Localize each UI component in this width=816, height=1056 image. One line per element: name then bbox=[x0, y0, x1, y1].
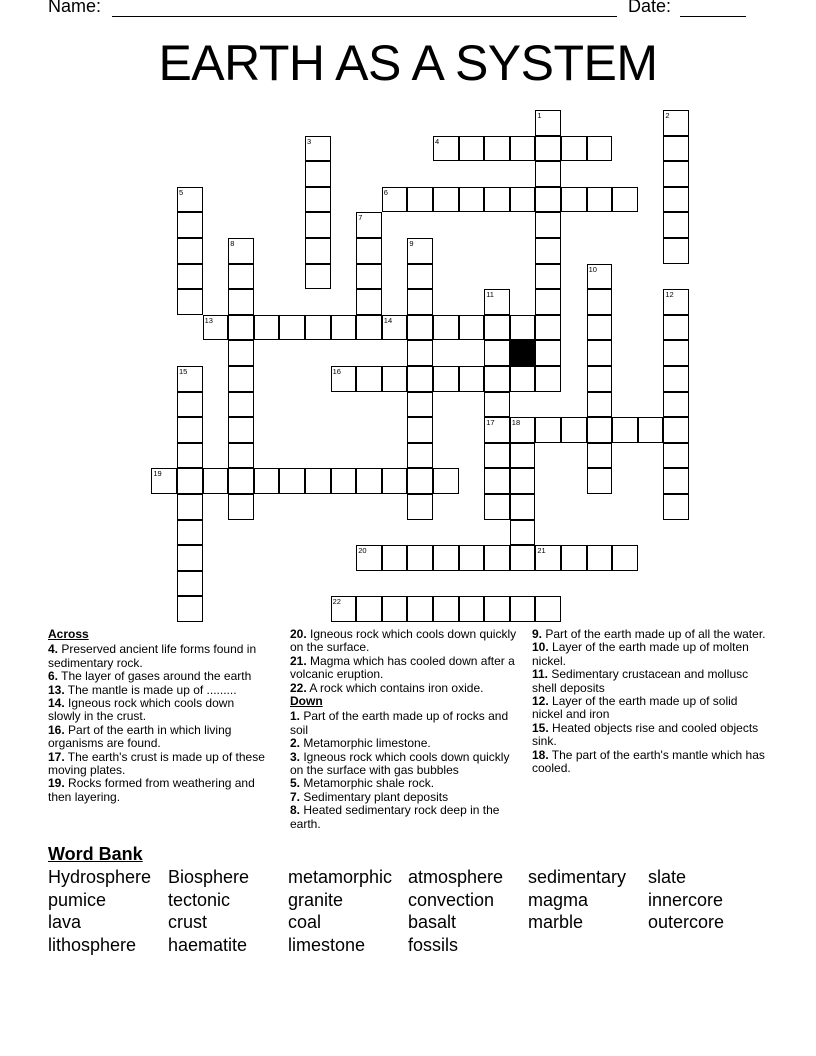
grid-cell[interactable] bbox=[510, 136, 536, 162]
clue-number: 17 bbox=[486, 418, 495, 428]
grid-cell[interactable] bbox=[177, 289, 203, 315]
grid-cell[interactable] bbox=[587, 187, 613, 213]
grid-cell[interactable] bbox=[407, 315, 433, 341]
clue-number: 9 bbox=[409, 239, 414, 248]
grid-cell[interactable] bbox=[177, 238, 203, 264]
grid-cell[interactable] bbox=[177, 596, 203, 622]
clues-column-2 bbox=[290, 628, 520, 831]
word-bank-item: coal bbox=[288, 912, 322, 932]
grid-cell[interactable] bbox=[535, 136, 561, 162]
word-bank-item: lithosphere bbox=[48, 934, 137, 955]
grid-cell[interactable] bbox=[433, 596, 459, 622]
grid-cell[interactable] bbox=[177, 545, 203, 571]
clue-num: 13. bbox=[48, 682, 65, 697]
grid-cell[interactable] bbox=[305, 468, 331, 494]
grid-cell[interactable] bbox=[177, 571, 203, 597]
grid-cell[interactable] bbox=[663, 136, 689, 162]
grid-cell[interactable] bbox=[484, 315, 510, 341]
clue-number: 10 bbox=[588, 264, 597, 274]
word-bank-item: lava bbox=[48, 912, 82, 932]
across-clue bbox=[48, 724, 270, 751]
grid-cell[interactable] bbox=[305, 187, 331, 213]
grid-cell[interactable] bbox=[612, 417, 638, 443]
word-bank-item: magma bbox=[528, 889, 589, 910]
grid-cell[interactable] bbox=[663, 443, 689, 469]
grid-cell[interactable] bbox=[177, 392, 203, 418]
clue-number: 7 bbox=[358, 213, 363, 223]
grid-cell[interactable] bbox=[382, 366, 408, 392]
grid-cell[interactable] bbox=[228, 340, 254, 366]
clue-number: 22 bbox=[332, 597, 341, 607]
across-clue bbox=[290, 655, 520, 682]
clue-text: Preserved ancient life forms found in sedimentary rock. bbox=[48, 642, 257, 670]
grid-cell[interactable] bbox=[433, 315, 459, 341]
word-bank-item: limestone bbox=[288, 934, 366, 955]
grid-cell[interactable] bbox=[331, 468, 357, 494]
across-clue bbox=[48, 697, 270, 724]
grid-cell[interactable] bbox=[407, 494, 433, 520]
grid-cell[interactable] bbox=[407, 468, 433, 494]
grid-cell[interactable] bbox=[459, 136, 485, 162]
grid-cell[interactable] bbox=[510, 520, 536, 546]
clue-num: 21. bbox=[290, 653, 307, 668]
clue-number: 13 bbox=[204, 315, 213, 325]
grid-cell[interactable] bbox=[177, 417, 203, 443]
grid-cell[interactable] bbox=[407, 289, 433, 315]
clue-num: 12. bbox=[532, 694, 549, 709]
clue-number: 14 bbox=[383, 315, 393, 325]
clue-number: 5 bbox=[179, 187, 184, 197]
grid-cell[interactable] bbox=[356, 315, 382, 341]
across-clue bbox=[48, 643, 270, 670]
grid-cell[interactable] bbox=[510, 494, 536, 520]
grid-cell[interactable] bbox=[535, 596, 561, 622]
clue-text: Heated objects rise and cooled objects sink. bbox=[532, 720, 759, 749]
grid-cell[interactable] bbox=[177, 468, 203, 494]
grid-cell[interactable] bbox=[484, 136, 510, 162]
grid-cell[interactable] bbox=[484, 392, 510, 418]
grid-cell[interactable] bbox=[407, 443, 433, 469]
clue-number: 2 bbox=[665, 111, 670, 120]
grid-cell[interactable] bbox=[228, 417, 254, 443]
grid-cell[interactable] bbox=[663, 494, 689, 520]
grid-cell[interactable] bbox=[331, 315, 357, 341]
grid-cell[interactable] bbox=[407, 187, 433, 213]
down-heading: Down bbox=[290, 694, 323, 709]
down-clue bbox=[290, 777, 520, 790]
grid-cell[interactable] bbox=[535, 417, 561, 443]
grid-cell[interactable] bbox=[663, 315, 689, 341]
grid-cell[interactable] bbox=[305, 264, 331, 290]
across-clue bbox=[48, 751, 270, 778]
grid-cell[interactable] bbox=[407, 596, 433, 622]
word-bank-item: atmosphere bbox=[408, 867, 504, 887]
across-clue-list-2 bbox=[290, 628, 520, 695]
clue-num: 17. bbox=[48, 749, 65, 764]
grid-cell[interactable] bbox=[177, 494, 203, 520]
grid-cell[interactable] bbox=[459, 187, 485, 213]
grid-cell[interactable] bbox=[407, 417, 433, 443]
grid-cell[interactable] bbox=[356, 238, 382, 264]
word-bank-title: Word Bank bbox=[48, 844, 143, 864]
grid-cell[interactable] bbox=[254, 468, 280, 494]
grid-cell[interactable] bbox=[177, 443, 203, 469]
grid-cell[interactable] bbox=[587, 136, 613, 162]
grid-cell[interactable] bbox=[203, 468, 229, 494]
clue-num: 14. bbox=[48, 696, 65, 711]
grid-cell[interactable] bbox=[484, 366, 510, 392]
clue-text: Layer of the earth made up of solid nickel and iron bbox=[532, 694, 738, 722]
grid-cell[interactable] bbox=[535, 366, 561, 392]
word-bank-item: crust bbox=[168, 912, 208, 932]
word-bank-item: metamorphic bbox=[288, 867, 393, 887]
clue-text: Igneous rock which cools down quickly on the surface. bbox=[290, 627, 517, 655]
clue-text: A rock which contains iron oxide. bbox=[306, 680, 484, 695]
grid-cell[interactable] bbox=[407, 366, 433, 392]
grid-cell[interactable] bbox=[510, 468, 536, 494]
page-title: EARTH AS A SYSTEM bbox=[158, 35, 658, 91]
down-clue-list-1 bbox=[290, 710, 520, 831]
clue-number: 3 bbox=[307, 136, 312, 146]
word-bank-item: convection bbox=[408, 889, 495, 910]
grid-cell[interactable] bbox=[356, 264, 382, 290]
clue-number: 21 bbox=[537, 546, 546, 556]
grid-cell[interactable] bbox=[459, 366, 485, 392]
grid-cell[interactable] bbox=[484, 596, 510, 622]
clue-text: Part of the earth made up of all the water. bbox=[542, 627, 766, 641]
clue-text: Part of the earth made up of rocks and soil bbox=[290, 709, 509, 737]
word-bank-item: sedimentary bbox=[528, 867, 627, 887]
clue-text: Igneous rock which cools down quickly on the surface with gas bubbles bbox=[290, 749, 510, 778]
clue-num: 2. bbox=[290, 736, 301, 751]
clue-num: 10. bbox=[532, 640, 549, 655]
grid-cell[interactable] bbox=[459, 545, 485, 571]
name-label: Name: bbox=[48, 0, 102, 16]
grid-cell[interactable] bbox=[535, 238, 561, 264]
grid-cell[interactable] bbox=[382, 596, 408, 622]
clue-text: Sedimentary plant deposits bbox=[300, 789, 449, 804]
grid-cell[interactable] bbox=[638, 417, 664, 443]
word-bank-item: haematite bbox=[168, 934, 248, 955]
across-clue bbox=[290, 682, 520, 695]
grid-cell[interactable] bbox=[433, 366, 459, 392]
clue-num: 11. bbox=[532, 667, 549, 682]
word-bank-item: innercore bbox=[648, 889, 724, 910]
clue-text: The earth's crust is made up of these moving plates. bbox=[48, 749, 265, 778]
grid-cell[interactable] bbox=[407, 545, 433, 571]
grid-cell[interactable] bbox=[177, 212, 203, 238]
grid-cell[interactable] bbox=[433, 468, 459, 494]
word-bank-item: tectonic bbox=[168, 889, 231, 910]
grid-cell[interactable] bbox=[459, 596, 485, 622]
grid-cell[interactable] bbox=[663, 366, 689, 392]
clue-text: Metamorphic limestone. bbox=[300, 736, 431, 751]
grid-cell[interactable] bbox=[510, 187, 536, 213]
grid-cell[interactable] bbox=[587, 392, 613, 418]
clue-text: Part of the earth in which living organisms are found. bbox=[48, 722, 232, 751]
clue-text: Rocks formed from weathering and then layering. bbox=[48, 776, 255, 804]
grid-cell[interactable] bbox=[535, 212, 561, 238]
clue-number: 6 bbox=[383, 187, 388, 197]
clue-number: 15 bbox=[179, 367, 188, 376]
clue-text: Magma which has cooled down after a volcanic eruption. bbox=[290, 653, 515, 682]
clue-number: 11 bbox=[486, 290, 494, 300]
grid-cell[interactable] bbox=[407, 264, 433, 290]
clue-num: 6. bbox=[48, 669, 59, 684]
grid-cell[interactable] bbox=[356, 596, 382, 622]
clue-number: 16 bbox=[332, 367, 341, 376]
word-bank-item: basalt bbox=[408, 912, 457, 932]
grid-block bbox=[510, 340, 536, 366]
grid-cell[interactable] bbox=[535, 187, 561, 213]
grid-cell[interactable] bbox=[228, 468, 254, 494]
across-clue bbox=[48, 684, 270, 697]
clue-text: Sedimentary crustacean and mollusc shell deposits bbox=[532, 667, 749, 695]
grid-cell[interactable] bbox=[305, 212, 331, 238]
grid-cell[interactable] bbox=[228, 264, 254, 290]
grid-cell[interactable] bbox=[587, 366, 613, 392]
grid-cell[interactable] bbox=[612, 545, 638, 571]
down-clue bbox=[290, 751, 520, 778]
across-heading: Across bbox=[48, 627, 89, 641]
grid-cell[interactable] bbox=[484, 340, 510, 366]
grid-cell[interactable] bbox=[510, 366, 536, 392]
grid-cell[interactable] bbox=[228, 315, 254, 341]
word-bank-item: Biosphere bbox=[168, 867, 250, 887]
grid-cell[interactable] bbox=[228, 289, 254, 315]
down-clue bbox=[532, 641, 768, 668]
grid-cell[interactable] bbox=[177, 264, 203, 290]
clue-number: 19 bbox=[153, 469, 162, 479]
across-clue bbox=[48, 777, 270, 804]
grid-cell[interactable] bbox=[535, 289, 561, 315]
clues-column-3 bbox=[532, 628, 768, 775]
grid-cell[interactable] bbox=[510, 315, 536, 341]
down-clue bbox=[532, 628, 768, 641]
grid-cell[interactable] bbox=[663, 161, 689, 187]
clue-num: 3. bbox=[290, 749, 301, 764]
grid-cell[interactable] bbox=[305, 238, 331, 264]
clue-text: The part of the earth's mantle which has cooled. bbox=[532, 747, 765, 776]
clue-text: Heated sedimentary rock deep in the earth. bbox=[290, 803, 500, 831]
grid-cell[interactable] bbox=[587, 340, 613, 366]
word-bank-item: Hydrosphere bbox=[48, 867, 152, 887]
grid-cell[interactable] bbox=[228, 392, 254, 418]
grid-cell[interactable] bbox=[228, 443, 254, 469]
grid-cell[interactable] bbox=[510, 545, 536, 571]
clue-num: 16. bbox=[48, 722, 65, 737]
clue-num: 7. bbox=[290, 789, 301, 804]
grid-cell[interactable] bbox=[484, 443, 510, 469]
date-label: Date: bbox=[628, 0, 672, 16]
grid-cell[interactable] bbox=[484, 187, 510, 213]
down-clue bbox=[290, 791, 520, 804]
clue-text: Igneous rock which cools down slowly in the crust. bbox=[48, 696, 235, 724]
grid-cell[interactable] bbox=[177, 520, 203, 546]
clues-column-1 bbox=[48, 628, 270, 804]
grid-cell[interactable] bbox=[382, 545, 408, 571]
grid-cell[interactable] bbox=[663, 212, 689, 238]
grid-cell[interactable] bbox=[356, 289, 382, 315]
grid-cell[interactable] bbox=[228, 494, 254, 520]
grid-cell[interactable] bbox=[356, 468, 382, 494]
grid-cell[interactable] bbox=[587, 468, 613, 494]
clue-text: Layer of the earth made up of molten nickel. bbox=[532, 640, 749, 668]
clue-num: 9. bbox=[532, 627, 543, 641]
grid-cell[interactable] bbox=[279, 468, 305, 494]
grid-cell[interactable] bbox=[279, 315, 305, 341]
grid-cell[interactable] bbox=[535, 264, 561, 290]
grid-cell[interactable] bbox=[382, 468, 408, 494]
grid-cell[interactable] bbox=[663, 187, 689, 213]
clue-number: 20 bbox=[358, 546, 367, 556]
grid-cell[interactable] bbox=[305, 161, 331, 187]
grid-cell[interactable] bbox=[459, 315, 485, 341]
grid-cell[interactable] bbox=[587, 545, 613, 571]
grid-cell[interactable] bbox=[663, 238, 689, 264]
down-clue bbox=[290, 710, 520, 737]
grid-cell[interactable] bbox=[663, 392, 689, 418]
clue-num: 20. bbox=[290, 627, 307, 641]
word-bank-item: outercore bbox=[648, 912, 725, 932]
down-clue bbox=[532, 722, 768, 749]
down-clue bbox=[532, 695, 768, 722]
down-clue-list-2 bbox=[532, 628, 768, 775]
word-bank-item: granite bbox=[288, 889, 344, 910]
grid-cell[interactable] bbox=[305, 315, 331, 341]
word-bank-item: fossils bbox=[408, 934, 459, 955]
clue-text: The mantle is made up of ......... bbox=[64, 682, 237, 697]
grid-cell[interactable] bbox=[535, 161, 561, 187]
grid-cell[interactable] bbox=[561, 417, 587, 443]
grid-cell[interactable] bbox=[356, 366, 382, 392]
across-clue-list-1 bbox=[48, 643, 270, 804]
clue-num: 1. bbox=[290, 709, 301, 724]
grid-cell[interactable] bbox=[407, 392, 433, 418]
grid-cell[interactable] bbox=[228, 366, 254, 392]
grid-cell[interactable] bbox=[535, 315, 561, 341]
grid-cell[interactable] bbox=[587, 417, 613, 443]
clue-number: 12 bbox=[665, 290, 674, 300]
down-clue bbox=[532, 749, 768, 776]
clue-number: 4 bbox=[435, 136, 440, 146]
across-clue bbox=[48, 670, 270, 683]
clue-num: 15. bbox=[532, 720, 549, 735]
grid-cell[interactable] bbox=[433, 545, 459, 571]
grid-cell[interactable] bbox=[587, 443, 613, 469]
clue-text: The layer of gases around the earth bbox=[58, 669, 252, 684]
clue-num: 22. bbox=[290, 680, 307, 695]
grid-cell[interactable] bbox=[407, 340, 433, 366]
grid-cell[interactable] bbox=[587, 289, 613, 315]
grid-cell[interactable] bbox=[484, 494, 510, 520]
grid-cell[interactable] bbox=[484, 468, 510, 494]
grid-cell[interactable] bbox=[510, 596, 536, 622]
across-clue bbox=[290, 628, 520, 655]
word-bank-item: pumice bbox=[48, 889, 107, 910]
grid-cell[interactable] bbox=[663, 417, 689, 443]
grid-cell[interactable] bbox=[433, 187, 459, 213]
clue-number: 1 bbox=[537, 111, 542, 120]
clue-text: Metamorphic shale rock. bbox=[300, 776, 435, 791]
grid-cell[interactable] bbox=[484, 545, 510, 571]
down-clue bbox=[290, 804, 520, 831]
clue-num: 5. bbox=[290, 776, 301, 791]
grid-cell[interactable] bbox=[587, 315, 613, 341]
grid-cell[interactable] bbox=[254, 315, 280, 341]
clue-num: 4. bbox=[48, 642, 59, 657]
clue-num: 8. bbox=[290, 803, 301, 818]
clue-number: 8 bbox=[230, 239, 235, 248]
grid-cell[interactable] bbox=[612, 187, 638, 213]
clue-num: 19. bbox=[48, 776, 65, 791]
grid-cell[interactable] bbox=[561, 136, 587, 162]
grid-cell[interactable] bbox=[535, 340, 561, 366]
clue-num: 18. bbox=[532, 747, 549, 762]
word-bank-item: slate bbox=[648, 867, 687, 887]
grid-cell[interactable] bbox=[561, 187, 587, 213]
grid-cell[interactable] bbox=[561, 545, 587, 571]
clue-number: 18 bbox=[511, 418, 521, 428]
down-clue bbox=[290, 737, 520, 750]
grid-cell[interactable] bbox=[510, 443, 536, 469]
grid-cell[interactable] bbox=[663, 468, 689, 494]
word-bank-item: marble bbox=[528, 912, 584, 932]
down-clue bbox=[532, 668, 768, 695]
grid-cell[interactable] bbox=[663, 340, 689, 366]
